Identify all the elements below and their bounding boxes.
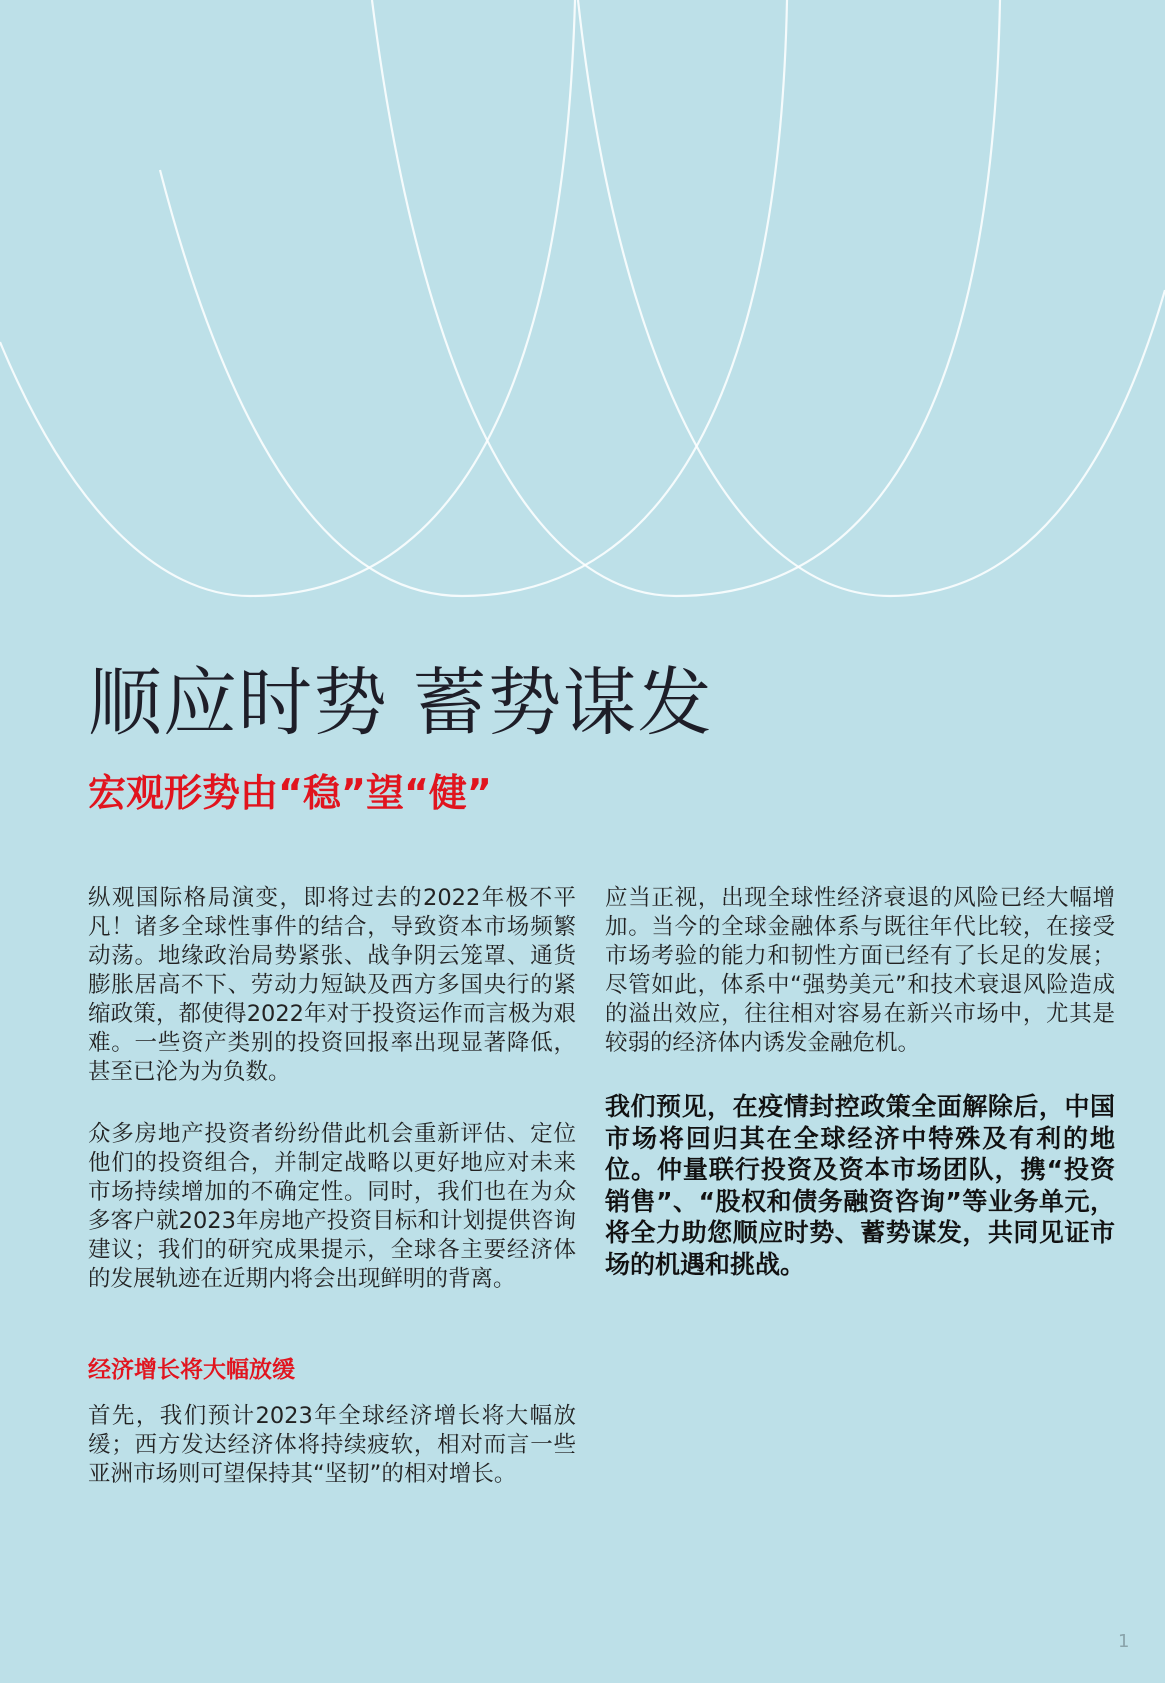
decor-arc-2: [160, 0, 787, 596]
body-paragraph: 众多房地产投资者纷纷借此机会重新评估、定位他们的投资组合，并制定战略以更好地应对未来市场持续增加的不确定性。同时，我们也在为众多客户就2023年房地产投资目标和计划提供咨询建议；我们的研究成果提示，全球各主要经济体的发展轨迹在近期内将会出现鲜明的背离。: [88, 1121, 576, 1292]
section-heading: 经济增长将大幅放缓: [88, 1357, 295, 1383]
lead-paragraph: 我们预见，在疫情封控政策全面解除后，中国市场将回归其在全球经济中特殊及有利的地位。仲量联行投资及资本市场团队，携“投资销售”、“股权和债务融资咨询”等业务单元，将全力助您顺应时势、蓄势谋发，共同见证市场的机遇和挑战。: [605, 1092, 1115, 1279]
left-column: [88, 884, 576, 1522]
page-title: 顺应时势 蓄势谋发: [88, 660, 713, 746]
right-column: [605, 884, 1115, 1313]
body-paragraph: 应当正视，出现全球性经济衰退的风险已经大幅增加。当今的全球金融体系与既往年代比较，在接受市场考验的能力和韧性方面已经有了长足的发展；尽管如此，体系中“强势美元”和技术衰退风险造成的溢出效应，往往相对容易在新兴市场中，尤其是较弱的经济体内诱发金融危机。: [605, 885, 1115, 1056]
decorative-arcs: [0, 0, 1165, 610]
decor-arc-1: [0, 0, 575, 596]
section-paragraph: 首先，我们预计2023年全球经济增长将大幅放缓；西方发达经济体将持续疲软，相对而言一些亚洲市场则可望保持其“坚韧”的相对增长。: [88, 1403, 576, 1487]
body-paragraph: 纵观国际格局演变，即将过去的2022年极不平凡！诸多全球性事件的结合，导致资本市场频繁动荡。地缘政治局势紧张、战争阴云笼罩、通货膨胀居高不下、劳动力短缺及西方多国央行的紧缩政策，都使得2022年对于投资运作而言极为艰难。一些资产类别的投资回报率出现显著降低，甚至已沦为为负数。: [88, 885, 576, 1085]
page-number: 1: [1118, 1631, 1130, 1652]
page-subtitle: 宏观形势由“稳”望“健”: [88, 771, 492, 815]
decor-arc-3: [372, 0, 1000, 596]
